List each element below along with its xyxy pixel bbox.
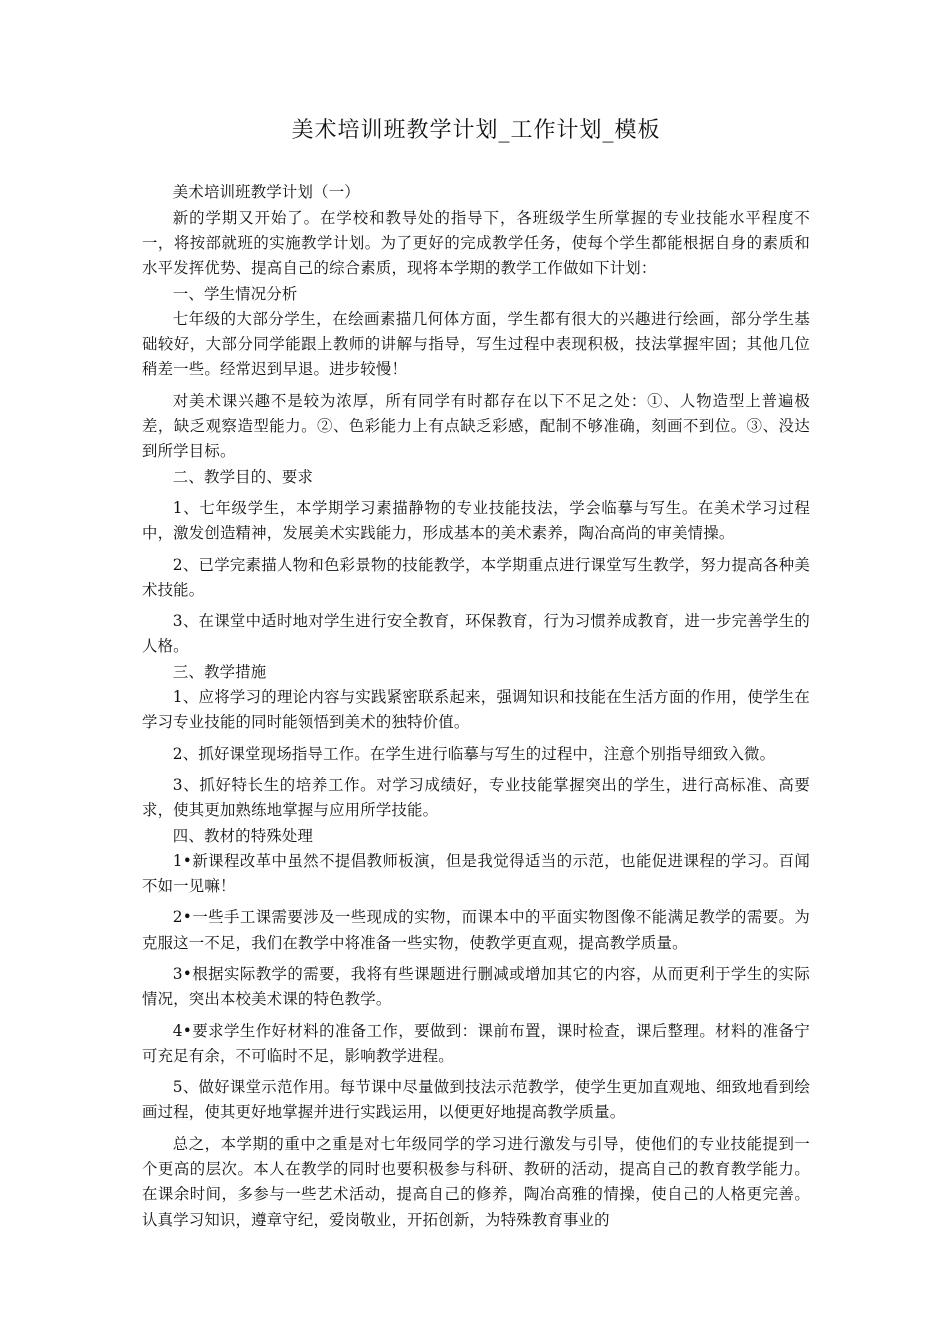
- paragraph: 七年级的大部分学生，在绘画素描几何体方面，学生都有很大的兴趣进行绘画，部分学生基础较好，大部分同学能跟上教师的讲解与指导，写生过程中表现积极，技法掌握牢固；其他几位稍差一些。经常迟到早退。进步较慢！: [142, 309, 810, 379]
- paragraph: 3、抓好特长生的培养工作。对学习成绩好，专业技能掌握突出的学生，进行高标准、高要求，使其更加熟练地掌握与应用所学技能。: [142, 775, 810, 820]
- paragraph: 2、已学完素描人物和色彩景物的技能教学，本学期重点进行课堂写生教学，努力提高各种美术技能。: [142, 555, 810, 599]
- document-body: [142, 180, 810, 1233]
- paragraph: 一、学生情况分析: [172, 284, 298, 303]
- document-title: 美术培训班教学计划_工作计划_模板: [291, 118, 661, 143]
- paragraph: 三、教学措施: [172, 662, 267, 681]
- paragraph: 4•要求学生作好材料的准备工作，要做到：课前布置，课时检查，课后整理。材料的准备宁可充足有余，不可临时不足，影响教学进程。: [142, 1021, 810, 1065]
- paragraph: 二、教学目的、要求: [172, 467, 314, 486]
- paragraph: 对美术课兴趣不是较为浓厚，所有同学有时都存在以下不足之处：①、人物造型上普遍极差，缺乏观察造型能力。②、色彩能力上有点缺乏彩感，配制不够准确，刻画不到位。③、没达到所学目标。: [142, 391, 810, 461]
- paragraph: 2、抓好课堂现场指导工作。在学生进行临摹与写生的过程中，注意个别指导细致入微。: [172, 744, 776, 763]
- paragraph: 四、教材的特殊处理: [172, 826, 314, 845]
- paragraph: 美术培训班教学计划（一）: [172, 183, 360, 202]
- paragraph: 总之，本学期的重中之重是对七年级同学的学习进行激发与引导，使他们的专业技能提到一个更高的层次。本人在教学的同时也要积极参与科研、教研的活动，提高自己的教育教学能力。在课余时间，多参与一些艺术活动，提高自己的修养，陶冶高雅的情操，使自己的人格更完善。认真学习知识，遵章守纪，爱岗敬业，开拓创新，为特殊教育事业的: [142, 1134, 810, 1229]
- paragraph: 1、应将学习的理论内容与实践紧密联系起来，强调知识和技能在生活方面的作用，使学生在学习专业技能的同时能领悟到美术的独特价值。: [142, 688, 810, 732]
- paragraph: 3•根据实际教学的需要，我将有些课题进行删减或增加其它的内容，从而更利于学生的实际情况，突出本校美术课的特色教学。: [142, 965, 810, 1009]
- paragraph: 1•新课程改革中虽然不提倡教师板演，但是我觉得适当的示范，也能促进课程的学习。百闻不如一见嘛！: [142, 851, 810, 896]
- paragraph: 3、在课堂中适时地对学生进行安全教育，环保教育，行为习惯养成教育，进一步完善学生的人格。: [142, 612, 810, 656]
- document-page: [142, 118, 810, 1233]
- paragraph: 新的学期又开始了。在学校和教导处的指导下，各班级学生所掌握的专业技能水平程度不一，将按部就班的实施教学计划。为了更好的完成教学任务，使每个学生都能根据自身的素质和水平发挥优势、提高自己的综合素质，现将本学期的教学工作做如下计划：: [142, 208, 810, 278]
- paragraph: 2•一些手工课需要涉及一些现成的实物，而课本中的平面实物图像不能满足教学的需要。为克服这一不足，我们在教学中将准备一些实物，使教学更直观，提高教学质量。: [142, 908, 810, 952]
- paragraph: 5、做好课堂示范作用。每节课中尽量做到技法示范教学，使学生更加直观地、细致地看到绘画过程，使其更好地掌握并进行实践运用，以便更好地提高教学质量。: [142, 1078, 810, 1122]
- paragraph: 1、七年级学生，本学期学习素描静物的专业技能技法，学会临摹与写生。在美术学习过程中，激发创造精神，发展美术实践能力，形成基本的美术素养，陶冶高尚的审美情操。: [142, 498, 810, 543]
